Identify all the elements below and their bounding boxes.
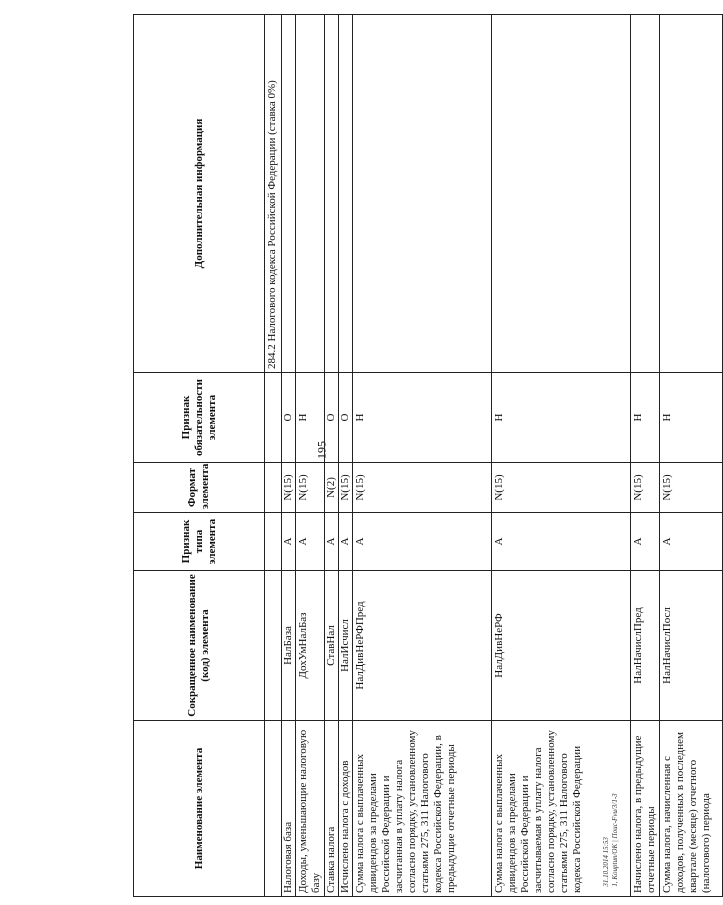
table-row (492, 15, 631, 897)
table-row (265, 15, 282, 897)
cell-name: Доходы, уменьшающие налоговую базу (296, 721, 325, 897)
table-row (296, 15, 325, 897)
header-info: Дополнительная информация (134, 15, 265, 373)
cell-type: А (296, 513, 325, 571)
cell-required: О (339, 373, 353, 463)
cell-format: N(15) (492, 463, 631, 513)
table-row (353, 15, 492, 897)
cell-format: N(15) (631, 463, 660, 513)
cell-name: Сумма налога с выплаченных дивидендов за пределами Российской Федерации и засчитанная в уплату налога согласно порядку, установленному статьями 275, 311 Налогового кодекса Российской Федерации, в предыдущие отчетные периоды (353, 721, 492, 897)
table-header-row (134, 15, 265, 897)
header-name: Наименование элемента (134, 721, 265, 897)
cell-code: СтавНал (325, 571, 339, 721)
cell-type: А (282, 513, 296, 571)
table-row (339, 15, 353, 897)
cell-type (265, 513, 282, 571)
cell-type: А (353, 513, 492, 571)
table-row (325, 15, 339, 897)
cell-required: О (325, 373, 339, 463)
cell-name (265, 721, 282, 897)
cell-name: Налоговая база (282, 721, 296, 897)
table-row (631, 15, 660, 897)
cell-required: Н (631, 373, 660, 463)
cell-info (492, 15, 631, 373)
header-type: Признак типа элемента (134, 513, 265, 571)
cell-name: Ставка налога (325, 721, 339, 897)
cell-format: N(15) (660, 463, 723, 513)
cell-code: НалНачислПред (631, 571, 660, 721)
cell-info (282, 15, 296, 373)
header-code: Сокращенное наименование (код) элемента (134, 571, 265, 721)
cell-code (265, 571, 282, 721)
cell-type: А (339, 513, 353, 571)
cell-format (265, 463, 282, 513)
print-timestamp: 31.10.2014 15:53 (602, 837, 610, 887)
cell-format: N(15) (353, 463, 492, 513)
cell-required (265, 373, 282, 463)
cell-required: О (282, 373, 296, 463)
cell-info (631, 15, 660, 373)
cell-code: НалДивНеРФ (492, 571, 631, 721)
cell-info: 284.2 Налогового кодекса Российской Федерации (ставка 0%) (265, 15, 282, 373)
header-required: Признак обязательности элемента (134, 373, 265, 463)
cell-name: Исчислено налога с доходов (339, 721, 353, 897)
cell-code: ДохУмНалБаз (296, 571, 325, 721)
header-format: Формат элемента (134, 463, 265, 513)
element-spec-table (133, 14, 723, 897)
cell-format: N(15) (339, 463, 353, 513)
cell-format: N(2) (325, 463, 339, 513)
cell-format: N(15) (296, 463, 325, 513)
cell-required: Н (296, 373, 325, 463)
cell-info (339, 15, 353, 373)
cell-code: НалДивНеРФПред (353, 571, 492, 721)
cell-name: Сумма налога с выплаченных дивидендов за пределами Российской Федерации и засчитываемая в уплату налога согласно порядку, установленному статьями 275, 311 Налогового кодекса Российской Федерации (492, 721, 631, 897)
cell-type: А (660, 513, 723, 571)
print-source: 1, Kouptun/OK | Поис-Fvu/3/1-3 (611, 793, 619, 887)
cell-type: А (492, 513, 631, 571)
cell-info (660, 15, 723, 373)
page-number: 195 (314, 441, 329, 459)
cell-info (353, 15, 492, 373)
cell-required: Н (492, 373, 631, 463)
cell-type: А (325, 513, 339, 571)
cell-format: N(15) (282, 463, 296, 513)
cell-name: Сумма налога, начисленная с доходов, полученных в последнем квартале (месяце) отчетного (налогового) периода (660, 721, 723, 897)
cell-required: Н (353, 373, 492, 463)
table-row (282, 15, 296, 897)
cell-name: Начислено налога, в предыдущие отчетные периоды (631, 721, 660, 897)
cell-code: НалНачислПосл (660, 571, 723, 721)
cell-code: НалИсчисл (339, 571, 353, 721)
cell-required: Н (660, 373, 723, 463)
table-row (660, 15, 723, 897)
print-footer (602, 793, 620, 886)
cell-type: А (631, 513, 660, 571)
cell-info (325, 15, 339, 373)
cell-info (296, 15, 325, 373)
cell-code: НалБаза (282, 571, 296, 721)
